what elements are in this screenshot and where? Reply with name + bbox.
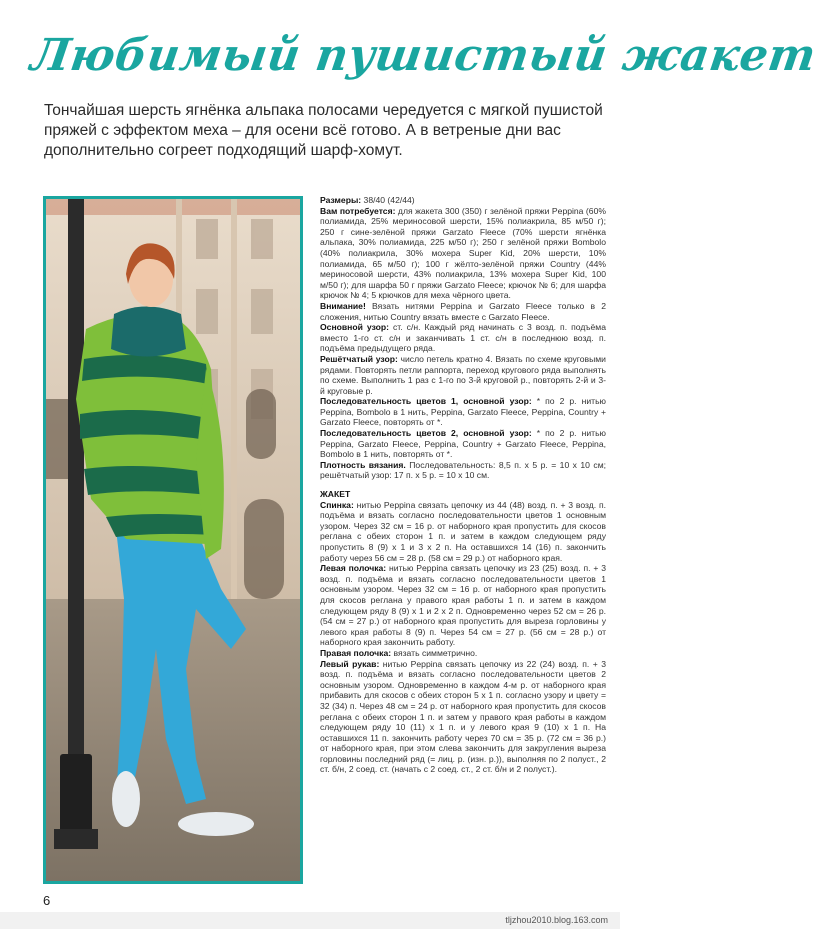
page-number: 6 xyxy=(43,893,51,908)
density-text: Последовательность: 8,5 п. х 5 р. = 10 х 10 см; решётчатый узор: 17 п. х 5 р. = 10 х 10 см. xyxy=(320,459,606,481)
lattice-label: Решётчатый узор: xyxy=(320,353,398,364)
instructions-column xyxy=(320,195,606,775)
density-paragraph xyxy=(320,460,606,481)
back-paragraph xyxy=(320,500,606,564)
density-label: Плотность вязания. xyxy=(320,459,406,470)
seq2-text: * по 2 р. нитью Peppina, Garzato Fleece, Peppina, Country + Garzato Fleece, Peppina, Bombolo в 1 нить, повторять от *. xyxy=(320,428,606,460)
attention-label: Внимание! xyxy=(320,300,366,311)
sizes-text: 38/40 (42/44) xyxy=(361,195,415,205)
jacket-heading: ЖАКЕТ xyxy=(320,489,351,500)
materials-text: для жакета 300 (350) г зелёной пряжи Peppina (60% полиамида, 25% мериносовой шерсти, 15% полиакрила, 85 м/50 г); 250 г сине-зелёной пряжи Garzato Fleece (70% шерсти ягнёнка альпака, 30% полиамида, 225 м/50 г); 250 г зелёной пряжи Bombolo (40% полиакрила, 30% мохера Super Kid, 20% шерсти, 10% полиамида, 65 м/50 г); 100 г жёлто-зелёной пряжи Country (44% мериносовой шерсти, 43% полиакрила, 13% мохера Super Kid, 100 м/50 г); для шарфа 50 г пряжи Garzato Fleece; крючок № 6; для шарфа крючок № 4; 5 крючков для меха чёрного цвета. xyxy=(320,205,606,301)
page-title: Любимый пушистый жакет xyxy=(27,30,819,81)
intro-paragraph: Тончайшая шерсть ягнёнка альпака полосами чередуется с мягкой пушистой пряжей с эффектом меха – для осени всё готово. А в ветреные дни вас дополнительно согреет подходящий шарф-хомут. xyxy=(44,102,603,159)
materials-label: Вам потребуется: xyxy=(320,205,396,216)
seq1-text: * по 2 р. нитью Peppina, Bombolo в 1 нить, Peppina, Garzato Fleece, Peppina, Country + Garzato Fleece, повторять от *. xyxy=(320,396,606,428)
left-front-text: нитью Peppina связать цепочку из 23 (25) возд. п. + 3 возд. п. подъёма и вязать согласно последовательности цветов 1 основным узором. Через 32 см = 16 р. от наборного края пропустить для скосов реглана у правого края работы 1 п. и затем в каждом следующем ряду 8 (9) х 1 и 2 х 2 п. Одновременно через 52 см = 26 р. (54 см = 27 р.) от наборного края пропустить для выреза горловины у левого края работы 8 (9) п. Через 54 см = 27 р. (56 см = 28 р.) от наборного края закончить работу. xyxy=(320,563,607,648)
right-front-paragraph xyxy=(320,648,606,659)
main-pattern-text: ст. с/н. Каждый ряд начинать с 3 возд. п. подъёма вместо 1-го ст. с/н и заканчивать 1 ст. с/н в последнюю возд. п. подъёма предыдущего ряда. xyxy=(320,322,606,354)
right-front-text: вязать симметрично. xyxy=(391,647,478,658)
lattice-text: число петель кратно 4. Вязать по схеме круговыми рядами. Повторять петли раппорта, переход кругового ряда выполнять по схеме. Выполнить 1 раз с 1-го по 3-й круговой р., повторять 2-й и 3-й круговые р. xyxy=(320,353,606,396)
right-front-label: Правая полочка: xyxy=(320,647,392,658)
sizes-label: Размеры: xyxy=(320,195,362,205)
jacket-heading-paragraph xyxy=(320,489,606,500)
seq2-label: Последовательность цветов 2, основной узор: xyxy=(320,428,532,439)
seq1-paragraph xyxy=(320,396,606,428)
lattice-paragraph xyxy=(320,354,606,396)
sizes-paragraph xyxy=(320,195,606,206)
left-front-label: Левая полочка: xyxy=(320,563,387,574)
back-label: Спинка: xyxy=(320,499,354,510)
materials-paragraph xyxy=(320,206,606,301)
left-front-paragraph xyxy=(320,563,606,648)
attention-paragraph xyxy=(320,301,606,322)
left-sleeve-label: Левый рукав: xyxy=(320,658,380,669)
seq1-label: Последовательность цветов 1, основной узор: xyxy=(320,396,532,407)
source-watermark: tljzhou2010.blog.163.com xyxy=(505,915,608,925)
attention-text: Вязать нитями Peppina и Garzato Fleece только в 2 сложения, нитью Country вязать вместе с Garzato Fleece. xyxy=(320,300,606,322)
main-pattern-label: Основной узор: xyxy=(320,322,389,333)
model-photo xyxy=(43,196,303,884)
seq2-paragraph xyxy=(320,428,606,460)
back-text: нитью Peppina связать цепочку из 44 (48) возд. п. + 3 возд. п. подъёма и вязать согласно последовательности цветов 1 основным узором. Через 32 см = 16 р. от наборного края пропустить для скосов реглана с обеих сторон 1 п. и затем в каждом следующем ряду пропустить 8 (9) х 1 и 3 х 2 п. На оставшихся 14 (16) п. закончить работу через 56 см = 28 р. (58 см = 29 р.) от наборного края. xyxy=(320,499,606,563)
left-sleeve-text: нитью Peppina связать цепочку из 22 (24) возд. п. + 3 возд. п. подъёма и вязать согласно последовательности цветов 2 основным узором. Одновременно в каждом 4-м р. от наборного края прибавить для скосов с обеих сторон 5 х 1 п. согласно узору и цвету = 32 (34) п. Через 48 см = 24 р. от наборного края пропустить для скосов реглана с обеих сторон 1 п. и затем у правого края работы в каждом следующем ряду 10 (11) х 1 п. и у левого края 9 (10) х 1 п. На оставшихся 11 п. закончить работу через 70 см = 35 р. (72 см = 36 р.) от наборного края, при этом слева закончить для закругления выреза горловины последний ряд (= лиц. р. (изн. р.)), выполняя по 2 полуст., 2 ст. б/н, 2 соед. ст. (начать с 2 соед. ст., 2 ст. б/н и 2 полуст.). xyxy=(320,658,606,775)
spacer xyxy=(320,481,606,489)
model-illustration xyxy=(46,199,300,881)
main-pattern-paragraph xyxy=(320,322,606,354)
left-sleeve-paragraph xyxy=(320,659,606,776)
